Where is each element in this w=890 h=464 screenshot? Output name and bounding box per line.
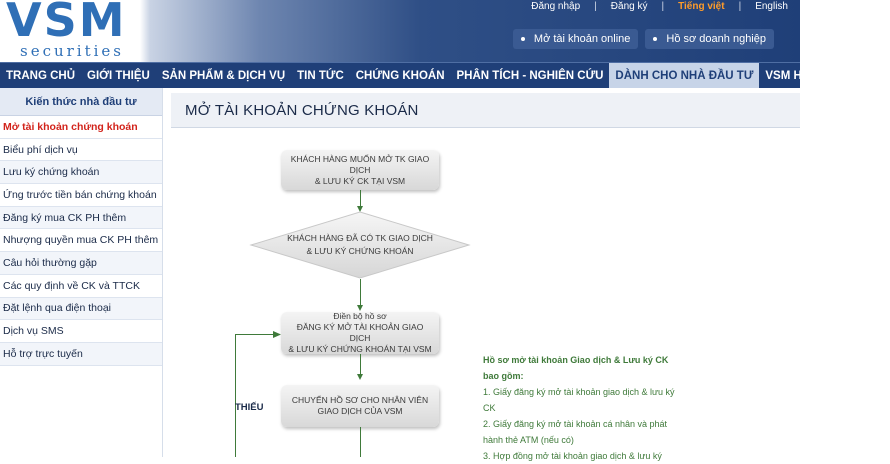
- documents-heading: Hồ sơ mở tài khoản Giao dịch & Lưu ký CK: [483, 355, 669, 365]
- flow-loop-label: THIẾU: [235, 402, 264, 413]
- open-account-online-label: Mở tài khoản online: [533, 33, 631, 45]
- company-profile-button[interactable]: [645, 29, 774, 49]
- sidebar-item-regulations[interactable]: Các quy định về CK và TTCK: [0, 275, 162, 298]
- top-link-separator: |: [661, 0, 665, 12]
- quick-buttons: [513, 29, 774, 49]
- document-line: 3. Hợp đồng mở tài khoản giao dịch & lưu ký: [483, 451, 662, 461]
- sidebar-item-service-fees[interactable]: Biểu phí dịch vụ: [0, 139, 162, 162]
- flow-step2-line1: Điền bộ hồ sơ: [333, 311, 387, 321]
- flow-decision-line1: KHÁCH HÀNG ĐÃ CÓ TK GIAO DỊCH: [287, 233, 433, 243]
- flow-step1-line1: KHÁCH HÀNG MUỐN MỞ TK GIAO DỊCH: [290, 153, 430, 175]
- sidebar-item-sms-service[interactable]: Dịch vụ SMS: [0, 320, 162, 343]
- flow-step2-line2: ĐĂNG KÝ MỞ TÀI KHOẢN GIAO DỊCH: [296, 322, 424, 343]
- flow-step2-line3: & LƯU KÝ CHỨNG KHOÁN TẠI VSM: [288, 344, 432, 354]
- flow-step3-line2: GIAO DỊCH CỦA VSM: [317, 406, 403, 416]
- language-english-link[interactable]: English: [755, 0, 788, 12]
- sidebar-item-cash-advance[interactable]: Ứng trước tiền bán chứng khoán: [0, 184, 162, 207]
- sidebar-item-open-account[interactable]: Mở tài khoản chứng khoán: [0, 116, 162, 139]
- flow-connector: [360, 354, 361, 376]
- nav-item-research[interactable]: PHÂN TÍCH - NGHIÊN CỨU: [456, 69, 604, 82]
- flow-step-fill-application: [281, 312, 439, 354]
- nav-item-news[interactable]: TIN TỨC: [297, 69, 344, 82]
- top-link-separator: |: [594, 0, 597, 12]
- flow-step-transfer-to-staff: [281, 385, 439, 427]
- flow-connector: [360, 279, 361, 307]
- bullet-icon: [521, 37, 525, 41]
- account-opening-flowchart: [171, 128, 800, 461]
- sidebar-item-online-support[interactable]: Hỗ trợ trực tuyến: [0, 343, 162, 366]
- main-nav: [0, 62, 884, 88]
- flow-step3-line1: CHUYỂN HỒ SƠ CHO NHÂN VIÊN: [291, 395, 429, 405]
- sidebar-title: Kiến thức nhà đầu tư: [0, 88, 162, 116]
- page-title: MỞ TÀI KHOẢN CHỨNG KHOÁN: [171, 93, 800, 128]
- arrow-down-icon: [357, 374, 363, 380]
- nav-item-about[interactable]: GIỚI THIỆU: [87, 69, 150, 82]
- language-vietnamese-link[interactable]: Tiếng việt: [678, 0, 725, 12]
- nav-item-for-investors[interactable]: DÀNH CHO NHÀ ĐẦU TƯ: [609, 63, 759, 88]
- sidebar: [0, 88, 163, 457]
- company-profile-label: Hồ sơ doanh nghiệp: [666, 33, 766, 45]
- flow-connector: [360, 427, 361, 457]
- sidebar-item-faq[interactable]: Câu hỏi thường gặp: [0, 252, 162, 275]
- login-link[interactable]: Đăng nhập: [531, 0, 581, 12]
- vsm-logo[interactable]: [6, 0, 140, 60]
- nav-item-stocks[interactable]: CHỨNG KHOÁN: [355, 69, 445, 82]
- nav-item-home[interactable]: TRANG CHỦ: [6, 69, 75, 82]
- flow-decision-text: [249, 211, 471, 279]
- flow-decision-has-account: [249, 211, 471, 279]
- flow-loop-line: [235, 334, 275, 335]
- flow-decision-line2: & LƯU KÝ CHỨNG KHOÁN: [306, 246, 414, 256]
- main-content: [171, 88, 800, 461]
- sidebar-item-securities-custody[interactable]: Lưu ký chứng khoán: [0, 161, 162, 184]
- logo-wordmark: VSM: [6, 0, 127, 47]
- top-links: [531, 0, 788, 12]
- bullet-icon: [653, 37, 657, 41]
- top-link-separator: |: [738, 0, 742, 12]
- sidebar-list: [0, 116, 162, 366]
- sidebar-item-phone-order[interactable]: Đặt lệnh qua điện thoại: [0, 298, 162, 321]
- logo-subtext: securities: [20, 42, 125, 60]
- register-link[interactable]: Đăng ký: [610, 0, 648, 12]
- nav-item-products-services[interactable]: SẢN PHẨM & DỊCH VỤ: [161, 69, 286, 82]
- document-line: hành thẻ ATM (nếu có): [483, 435, 574, 445]
- flow-step1-line2: & LƯU KÝ CK TẠI VSM: [314, 175, 406, 186]
- open-account-online-button[interactable]: [513, 29, 639, 49]
- documents-subheading: bao gồm:: [483, 371, 524, 381]
- document-line: 2. Giấy đăng ký mở tài khoản cá nhân và phát: [483, 419, 668, 429]
- flow-step-customer-wants-account: [281, 150, 439, 190]
- flow-loop-line: [235, 334, 236, 457]
- document-line: 1. Giấy đăng ký mở tài khoản giao dịch & lưu ký: [483, 387, 675, 397]
- document-line: CK: [483, 403, 496, 413]
- nav-item-home-trading[interactable]: VSM HOME TRADING: [765, 69, 884, 82]
- sidebar-item-transfer-purchase-rights[interactable]: Nhượng quyền mua CK PH thêm: [0, 229, 162, 252]
- arrow-right-icon: [273, 331, 281, 338]
- required-documents: [483, 352, 693, 464]
- sidebar-item-register-additional-issue[interactable]: Đăng ký mua CK PH thêm: [0, 207, 162, 230]
- site-header: [0, 0, 800, 62]
